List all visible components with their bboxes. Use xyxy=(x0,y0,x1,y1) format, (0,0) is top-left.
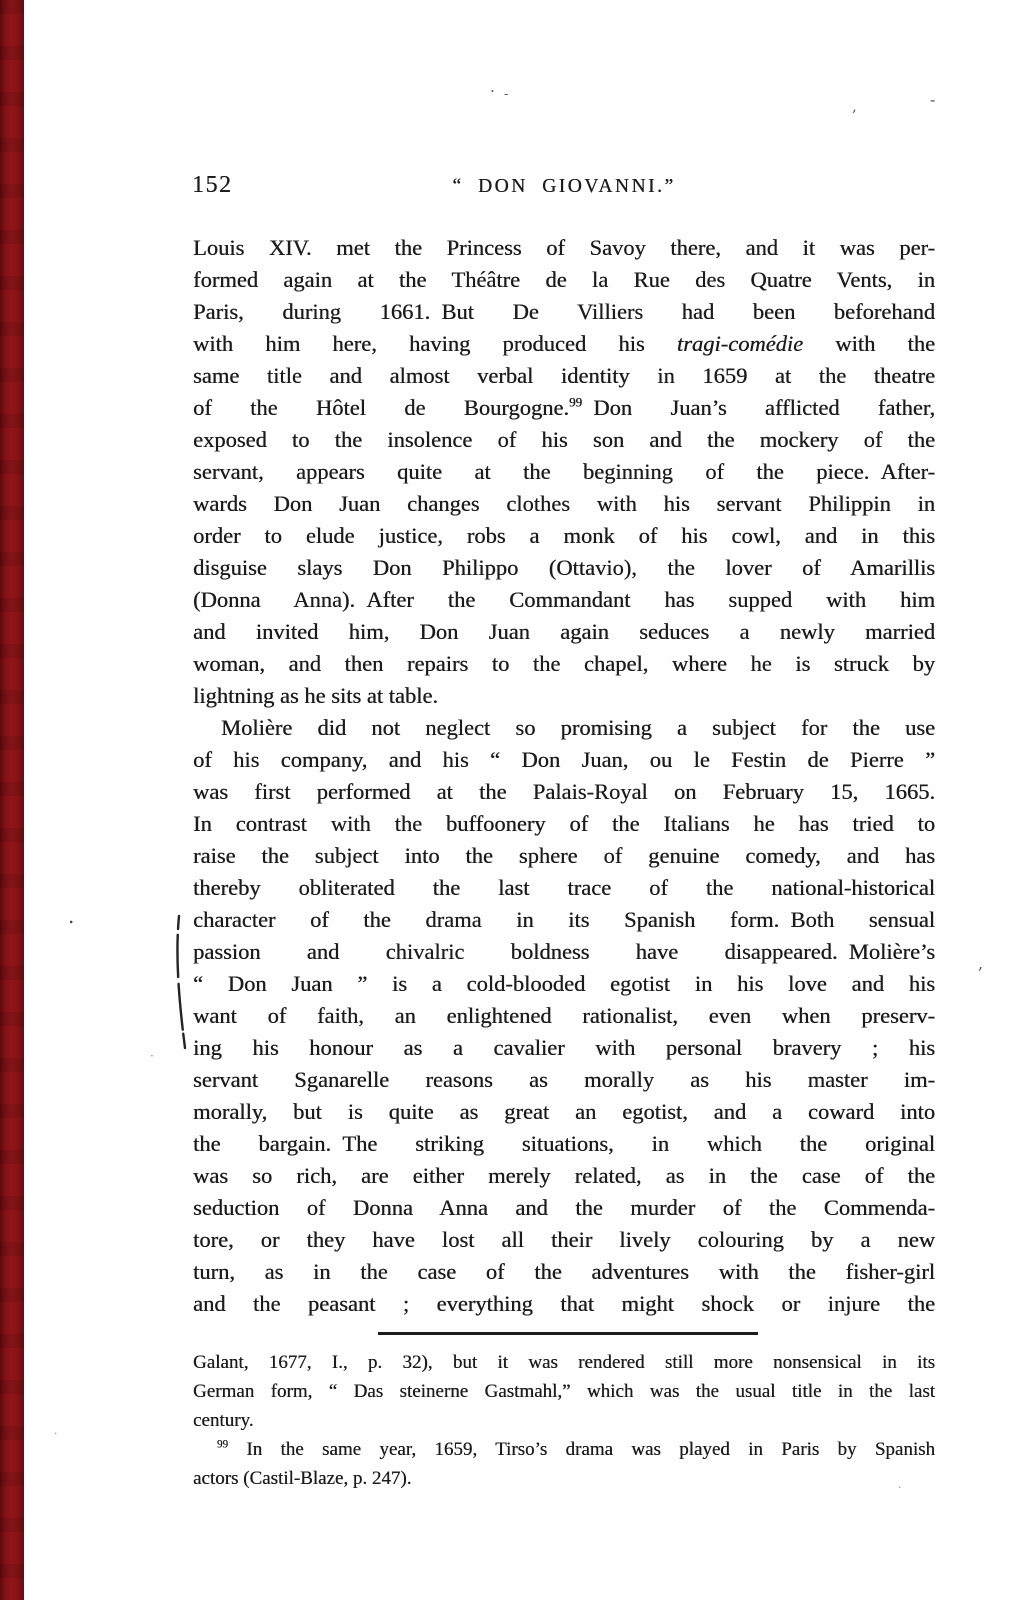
text-line: and invited him, Don Juan again seduces a newly married xyxy=(193,619,935,644)
text-line: (Donna Anna). After the Commandant has supped with him xyxy=(193,587,935,612)
text-line: lightning as he sits at table. xyxy=(193,683,438,708)
text-line: Paris, during 1661. But De Villiers had been beforehand xyxy=(193,299,935,324)
text-line: was first performed at the Palais-Royal on February 15, 1665. xyxy=(193,779,935,804)
ink-speck: · xyxy=(490,82,495,100)
text-line: was so rich, are either merely related, as in the case of the xyxy=(193,1163,935,1188)
text-line: and the peasant ; everything that might shock or injure the xyxy=(193,1291,935,1316)
text-line: of the Hôtel de Bourgogne.$^{99}$ Don Juan’s afflicted father, xyxy=(193,394,935,420)
text-line: woman, and then repairs to the chapel, where he is struck by xyxy=(193,651,935,676)
running-title: “ DON GIOVANNI.” xyxy=(452,176,676,197)
text-line: thereby obliterated the last trace of the national-historical xyxy=(193,875,935,900)
text-line: of his company, and his “ Don Juan, ou le Festin de Pierre ” xyxy=(193,747,935,772)
text-line: ing his honour as a cavalier with personal bravery ; his xyxy=(193,1035,935,1060)
ink-speck: - xyxy=(930,90,936,109)
text-line: passion and chivalric boldness have disappeared. Molière’s xyxy=(193,939,935,964)
ink-speck: . xyxy=(68,904,75,928)
binding-edge-strip xyxy=(0,0,24,1600)
text-line: Louis XIV. met the Princess of Savoy there, and it was per- xyxy=(193,235,935,260)
ink-speck: , xyxy=(852,97,857,115)
text-line: Galant, 1677, I., p. 32), but it was rendered still more nonsensical in its xyxy=(193,1352,935,1373)
ink-speck: · xyxy=(150,1049,154,1063)
ink-speck: · xyxy=(54,1427,58,1440)
text-line: wards Don Juan changes clothes with his servant Philippin in xyxy=(193,491,935,516)
ink-speck: - xyxy=(504,87,509,102)
text-line: disguise slays Don Philippo (Ottavio), the lover of Amarillis xyxy=(193,555,935,580)
text-line: actors (Castil-Blaze, p. 247). xyxy=(193,1468,412,1489)
page-number: 152 xyxy=(192,172,233,198)
text-line: formed again at the Théâtre de la Rue des Quatre Vents, in xyxy=(193,267,935,292)
ink-speck: · xyxy=(898,1481,902,1494)
text-line: Molière did not neglect so promising a subject for the use xyxy=(221,715,935,740)
text-line: In contrast with the buffoonery of the Italians he has tried to xyxy=(193,811,935,836)
footnotes xyxy=(193,1348,935,1493)
text-line: “ Don Juan ” is a cold-blooded egotist in his love and his xyxy=(193,971,935,996)
body-text xyxy=(193,232,935,1320)
text-line: German form, “ Das steinerne Gastmahl,” which was the usual title in the last xyxy=(193,1381,935,1402)
text-line: character of the drama in its Spanish form. Both sensual xyxy=(193,907,935,932)
text-line: servant, appears quite at the beginning of the piece. After- xyxy=(193,459,935,484)
ink-speck: , xyxy=(978,954,984,973)
text-line: servant Sganarelle reasons as morally as his master im- xyxy=(193,1067,935,1092)
text-line: exposed to the insolence of his son and the mockery of the xyxy=(193,427,935,452)
text-line: same title and almost verbal identity in 1659 at the theatre xyxy=(193,363,935,388)
text-line: the bargain. The striking situations, in which the original xyxy=(193,1131,935,1156)
text-line: $^{99}$ In the same year, 1659, Tirso’s drama was played in Paris by Spanish xyxy=(217,1438,935,1460)
text-line: raise the subject into the sphere of genuine comedy, and has xyxy=(193,843,935,868)
text-line: want of faith, an enlightened rationalist, even when preserv- xyxy=(193,1003,935,1028)
footnote-separator-rule xyxy=(378,1332,758,1335)
text-line: order to elude justice, robs a monk of his cowl, and in this xyxy=(193,523,935,548)
text-line: century. xyxy=(193,1410,254,1431)
text-line: morally, but is quite as great an egotist, and a coward into xyxy=(193,1099,935,1124)
text-line: tore, or they have lost all their lively colouring by a new xyxy=(193,1227,935,1252)
text-line: with him here, having produced his tragi-comédie with the xyxy=(193,331,935,356)
marginalia-stroke xyxy=(162,900,206,1060)
text-line: turn, as in the case of the adventures with the fisher-girl xyxy=(193,1259,935,1284)
text-line: seduction of Donna Anna and the murder of the Commenda- xyxy=(193,1195,935,1220)
